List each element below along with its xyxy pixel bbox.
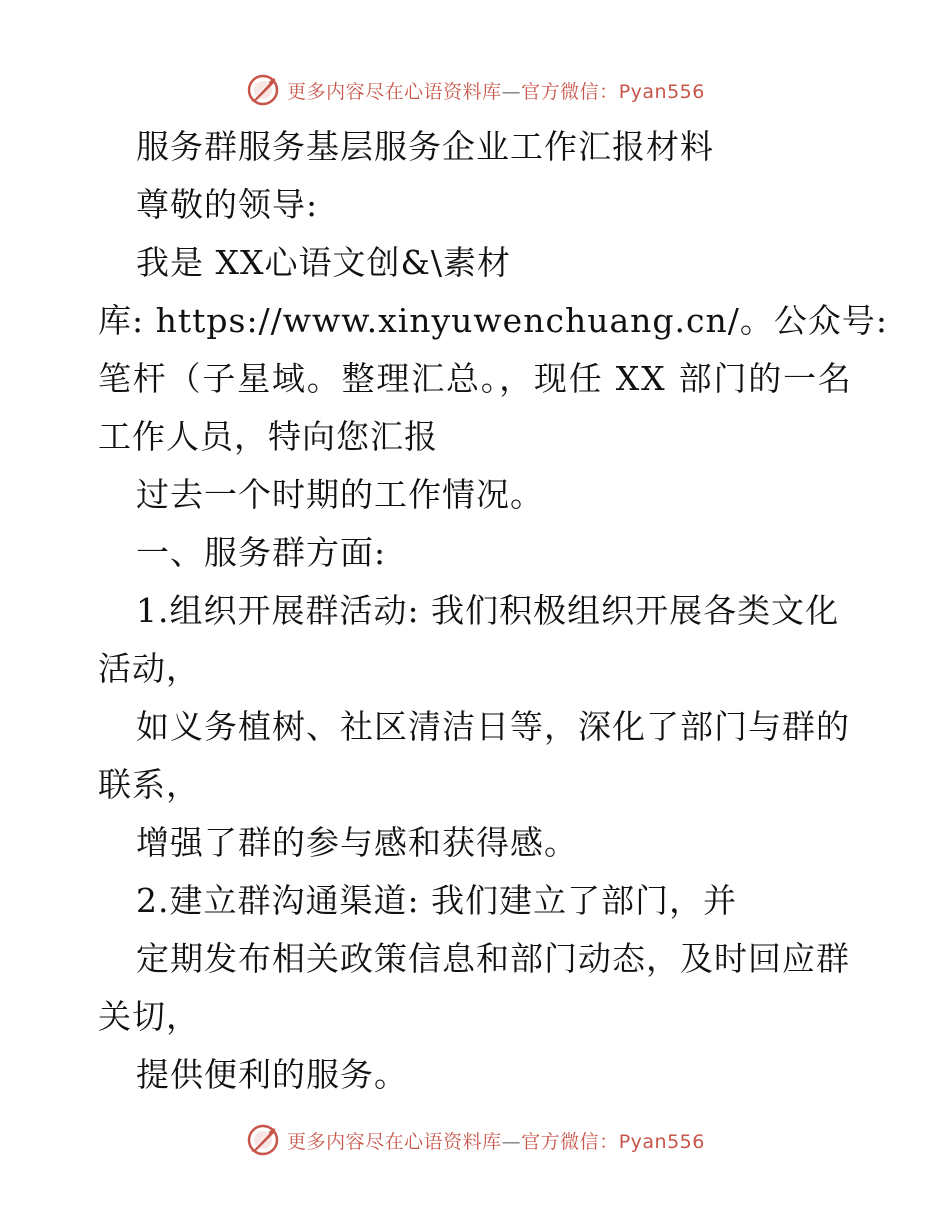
paragraph-line: 2.建立群沟通渠道: 我们建立了部门，并 [136, 881, 738, 920]
paragraph-line: 活动， [98, 649, 200, 688]
watermark-text [287, 77, 705, 104]
paragraph-line: 1.组织开展群活动: 我们积极组织开展各类文化 [136, 591, 840, 630]
paragraph-line: 库: https://www.xinyuwenchuang.cn/。公众号: [98, 301, 888, 340]
paragraph-line: 提供便利的服务。 [136, 1055, 408, 1094]
paragraph-line: 关切， [98, 997, 200, 1036]
watermark-label: 官方微信： [521, 80, 619, 103]
paragraph-line: 增强了群的参与感和获得感。 [136, 823, 578, 862]
paragraph-line: 如义务植树、社区清洁日等，深化了部门与群的 [136, 707, 850, 746]
salutation: 尊敬的领导: [136, 185, 319, 224]
watermark-dash: — [501, 1130, 522, 1153]
watermark-dash: — [501, 80, 522, 103]
section-heading: 一、服务群方面: [136, 533, 387, 572]
header-watermark [0, 68, 950, 112]
watermark-wechat-id: Pyan556 [618, 1130, 705, 1153]
paragraph-line: 笔杆（子星域。整理汇总。，现任 XX 部门的一名 [98, 359, 853, 398]
watermark-text [287, 1127, 705, 1154]
feather-pen-in-circle-icon [245, 72, 281, 108]
paragraph-line: 定期发布相关政策信息和部门动态，及时回应群 [136, 939, 850, 978]
watermark-wechat-id: Pyan556 [618, 80, 705, 103]
watermark-cn: 更多内容尽在心语资料库 [287, 80, 502, 103]
paragraph-line: 我是 XX心语文创&\素材 [136, 243, 511, 282]
paragraph-line: 联系， [98, 765, 200, 804]
document-title: 服务群服务基层服务企业工作汇报材料 [136, 127, 714, 166]
watermark-cn: 更多内容尽在心语资料库 [287, 1130, 502, 1153]
feather-pen-in-circle-icon [245, 1122, 281, 1158]
paragraph-line: 工作人员，特向您汇报 [98, 417, 438, 456]
watermark-label: 官方微信： [521, 1130, 619, 1153]
footer-watermark [0, 1118, 950, 1162]
paragraph-line: 过去一个时期的工作情况。 [136, 475, 544, 514]
